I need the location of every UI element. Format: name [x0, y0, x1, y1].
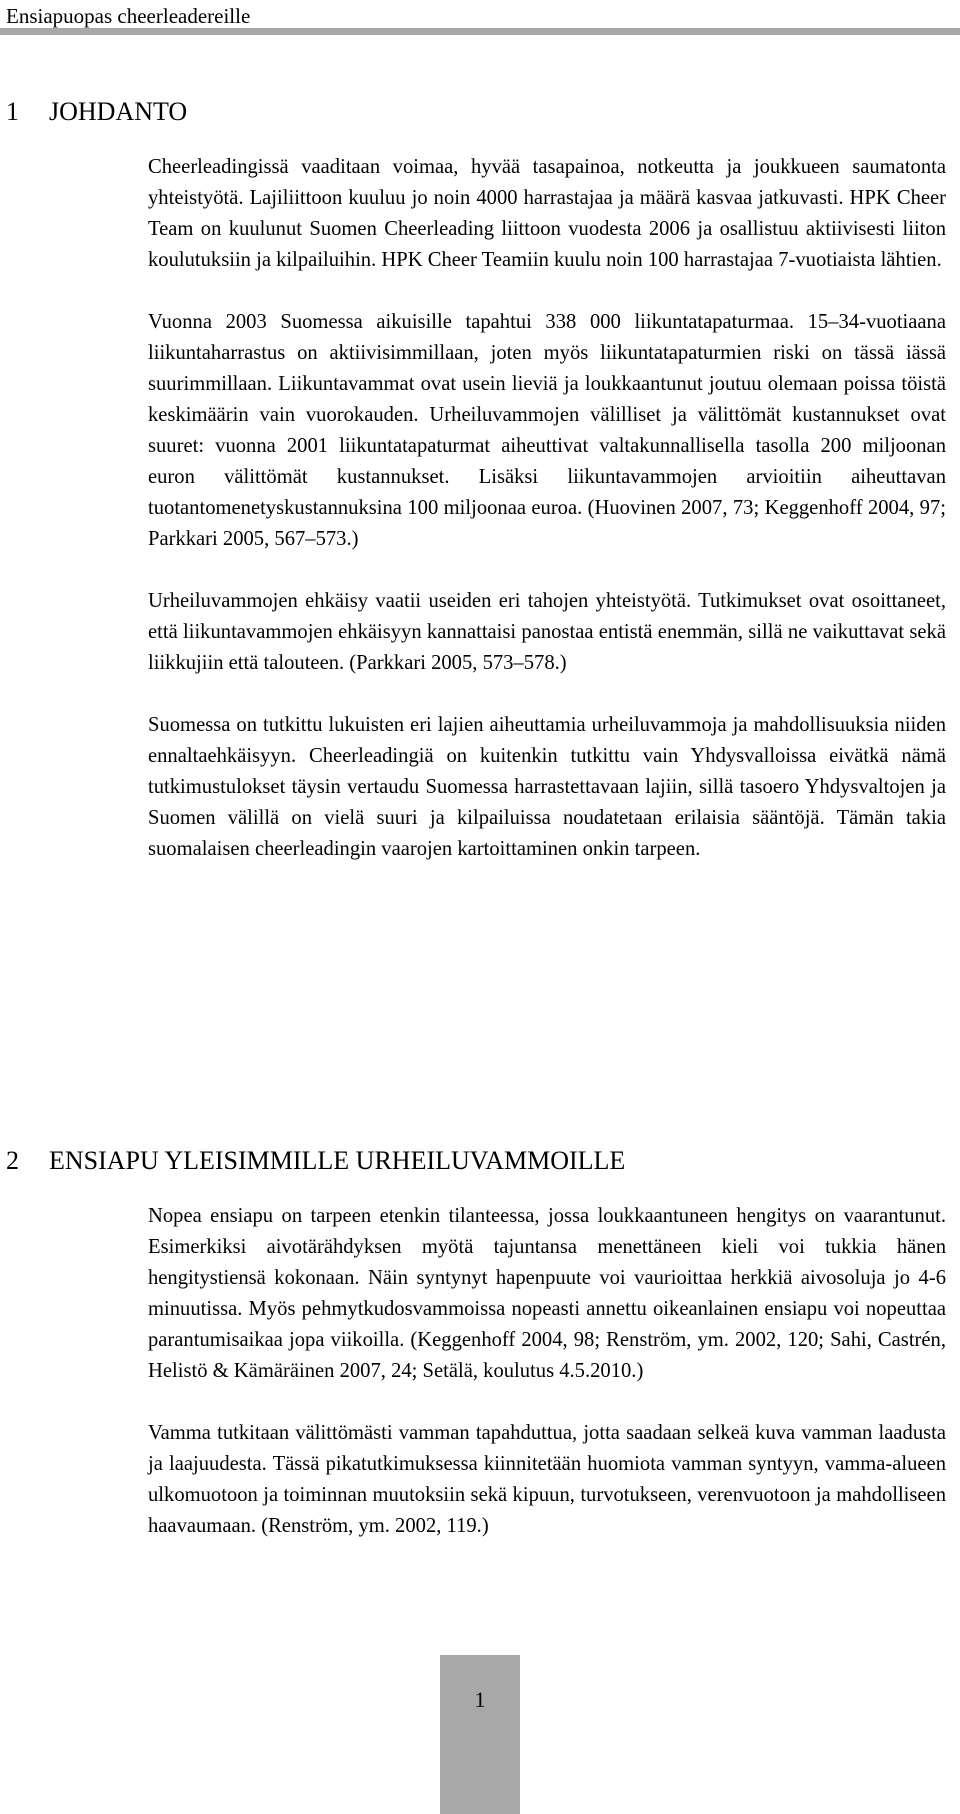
running-header — [0, 0, 960, 30]
section-2-body — [148, 1201, 946, 1542]
paragraph: Nopea ensiapu on tarpeen etenkin tilanteessa, jossa loukkaantuneen hengitys on vaarantunut. Esimerkiksi aivotärähdyksen myötä tajuntansa menettäneen kieli voi tukkia hänen hengitystiensä kokonaan. Näin syntynyt hapenpuute voi vaurioittaa herkkiä aivosoluja jo 4-6 minuutissa. Myös pehmytkudosvammoissa nopeasti annettu oikeanlainen ensiapu voi nopeuttaa parantumisaikaa jopa viikoilla. (Keggenhoff 2004, 98; Renström, ym. 2002, 120; Sahi, Castrén, Helistö & Kämäräinen 2007, 24; Setälä, koulutus 4.5.2010.) — [148, 1205, 946, 1382]
section-1-title: JOHDANTO — [49, 97, 188, 126]
section-1-heading — [6, 96, 187, 128]
section-2-number: 2 — [6, 1146, 19, 1175]
section-2-title: ENSIAPU YLEISIMMILLE URHEILUVAMMOILLE — [49, 1146, 626, 1175]
paragraph: Cheerleadingissä vaaditaan voimaa, hyvää tasapainoa, notkeutta ja joukkueen saumatonta yhteistyötä. Lajiliittoon kuuluu jo noin 4000 harrastajaa ja määrä kasvaa jatkuvasti. HPK Cheer Team on kuulunut Suomen Cheerleading liittoon vuodesta 2006 ja osallistuu aktiivisesti liiton koulutuksiin ja kilpailuihin. HPK Cheer Teamiin kuulu noin 100 harrastajaa 7-vuotiaista lähtien. — [148, 156, 946, 271]
paragraph: Vuonna 2003 Suomessa aikuisille tapahtui 338 000 liikuntatapaturmaa. 15–34-vuotiaana liikuntaharrastus on aktiivisimmillaan, joten myös liikuntatapaturmien riski on tässä iässä suurimmillaan. Liikuntavammat ovat usein lieviä ja loukkaantunut joutuu olemaan poissa töistä keskimäärin vain vuorokauden. Urheiluvammojen välilliset ja välittömät kustannukset ovat suuret: vuonna 2001 liikuntatapaturmat aiheuttivat valtakunnallisella tasolla 200 miljoonan euron välittömät kustannukset. Lisäksi liikuntavammojen arvioitiin aiheuttavan tuotantomenetyskustannuksina 100 miljoonaa euroa. (Huovinen 2007, 73; Keggenhoff 2004, 97; Parkkari 2005, 567–573.) — [148, 311, 946, 550]
paragraph: Suomessa on tutkittu lukuisten eri lajien aiheuttamia urheiluvammoja ja mahdollisuuksia niiden ennaltaehkäisyyn. Cheerleadingiä on kuitenkin tutkittu vain Yhdysvalloissa eivätkä nämä tutkimustulokset täysin vertaudu Suomessa harrastettavaan lajiin, sillä tasoero Yhdysvaltojen ja Suomen välillä on vielä suuri ja kilpailuissa noudatetaan erilaisia sääntöjä. Tämän takia suomalaisen cheerleadingin vaarojen kartoittaminen onkin tarpeen. — [148, 714, 946, 860]
section-2-heading — [6, 1145, 625, 1177]
header-rule — [0, 28, 960, 35]
section-1-number: 1 — [6, 97, 19, 126]
section-1-body — [148, 152, 946, 865]
paragraph: Vamma tutkitaan välittömästi vamman tapahduttua, jotta saadaan selkeä kuva vamman laadusta ja laajuudesta. Tässä pikatutkimuksessa kiinnitetään huomiota vamman syntyyn, vamma-alueen ulkomuotoon ja toiminnan muutoksiin sekä kipuun, turvotukseen, verenvuotoon ja mahdolliseen haavaumaan. (Renström, ym. 2002, 119.) — [148, 1422, 946, 1537]
page-number: 1 — [474, 1687, 486, 1712]
page-number-box — [440, 1655, 520, 1814]
paragraph: Urheiluvammojen ehkäisy vaatii useiden eri tahojen yhteistyötä. Tutkimukset ovat osoittaneet, että liikuntavammojen ehkäisyyn kannattaisi panostaa entistä enemmän, sillä ne vaikuttavat sekä liikkujiin että talouteen. (Parkkari 2005, 573–578.) — [148, 590, 946, 674]
running-header-title: Ensiapuopas cheerleadereille — [6, 4, 251, 28]
